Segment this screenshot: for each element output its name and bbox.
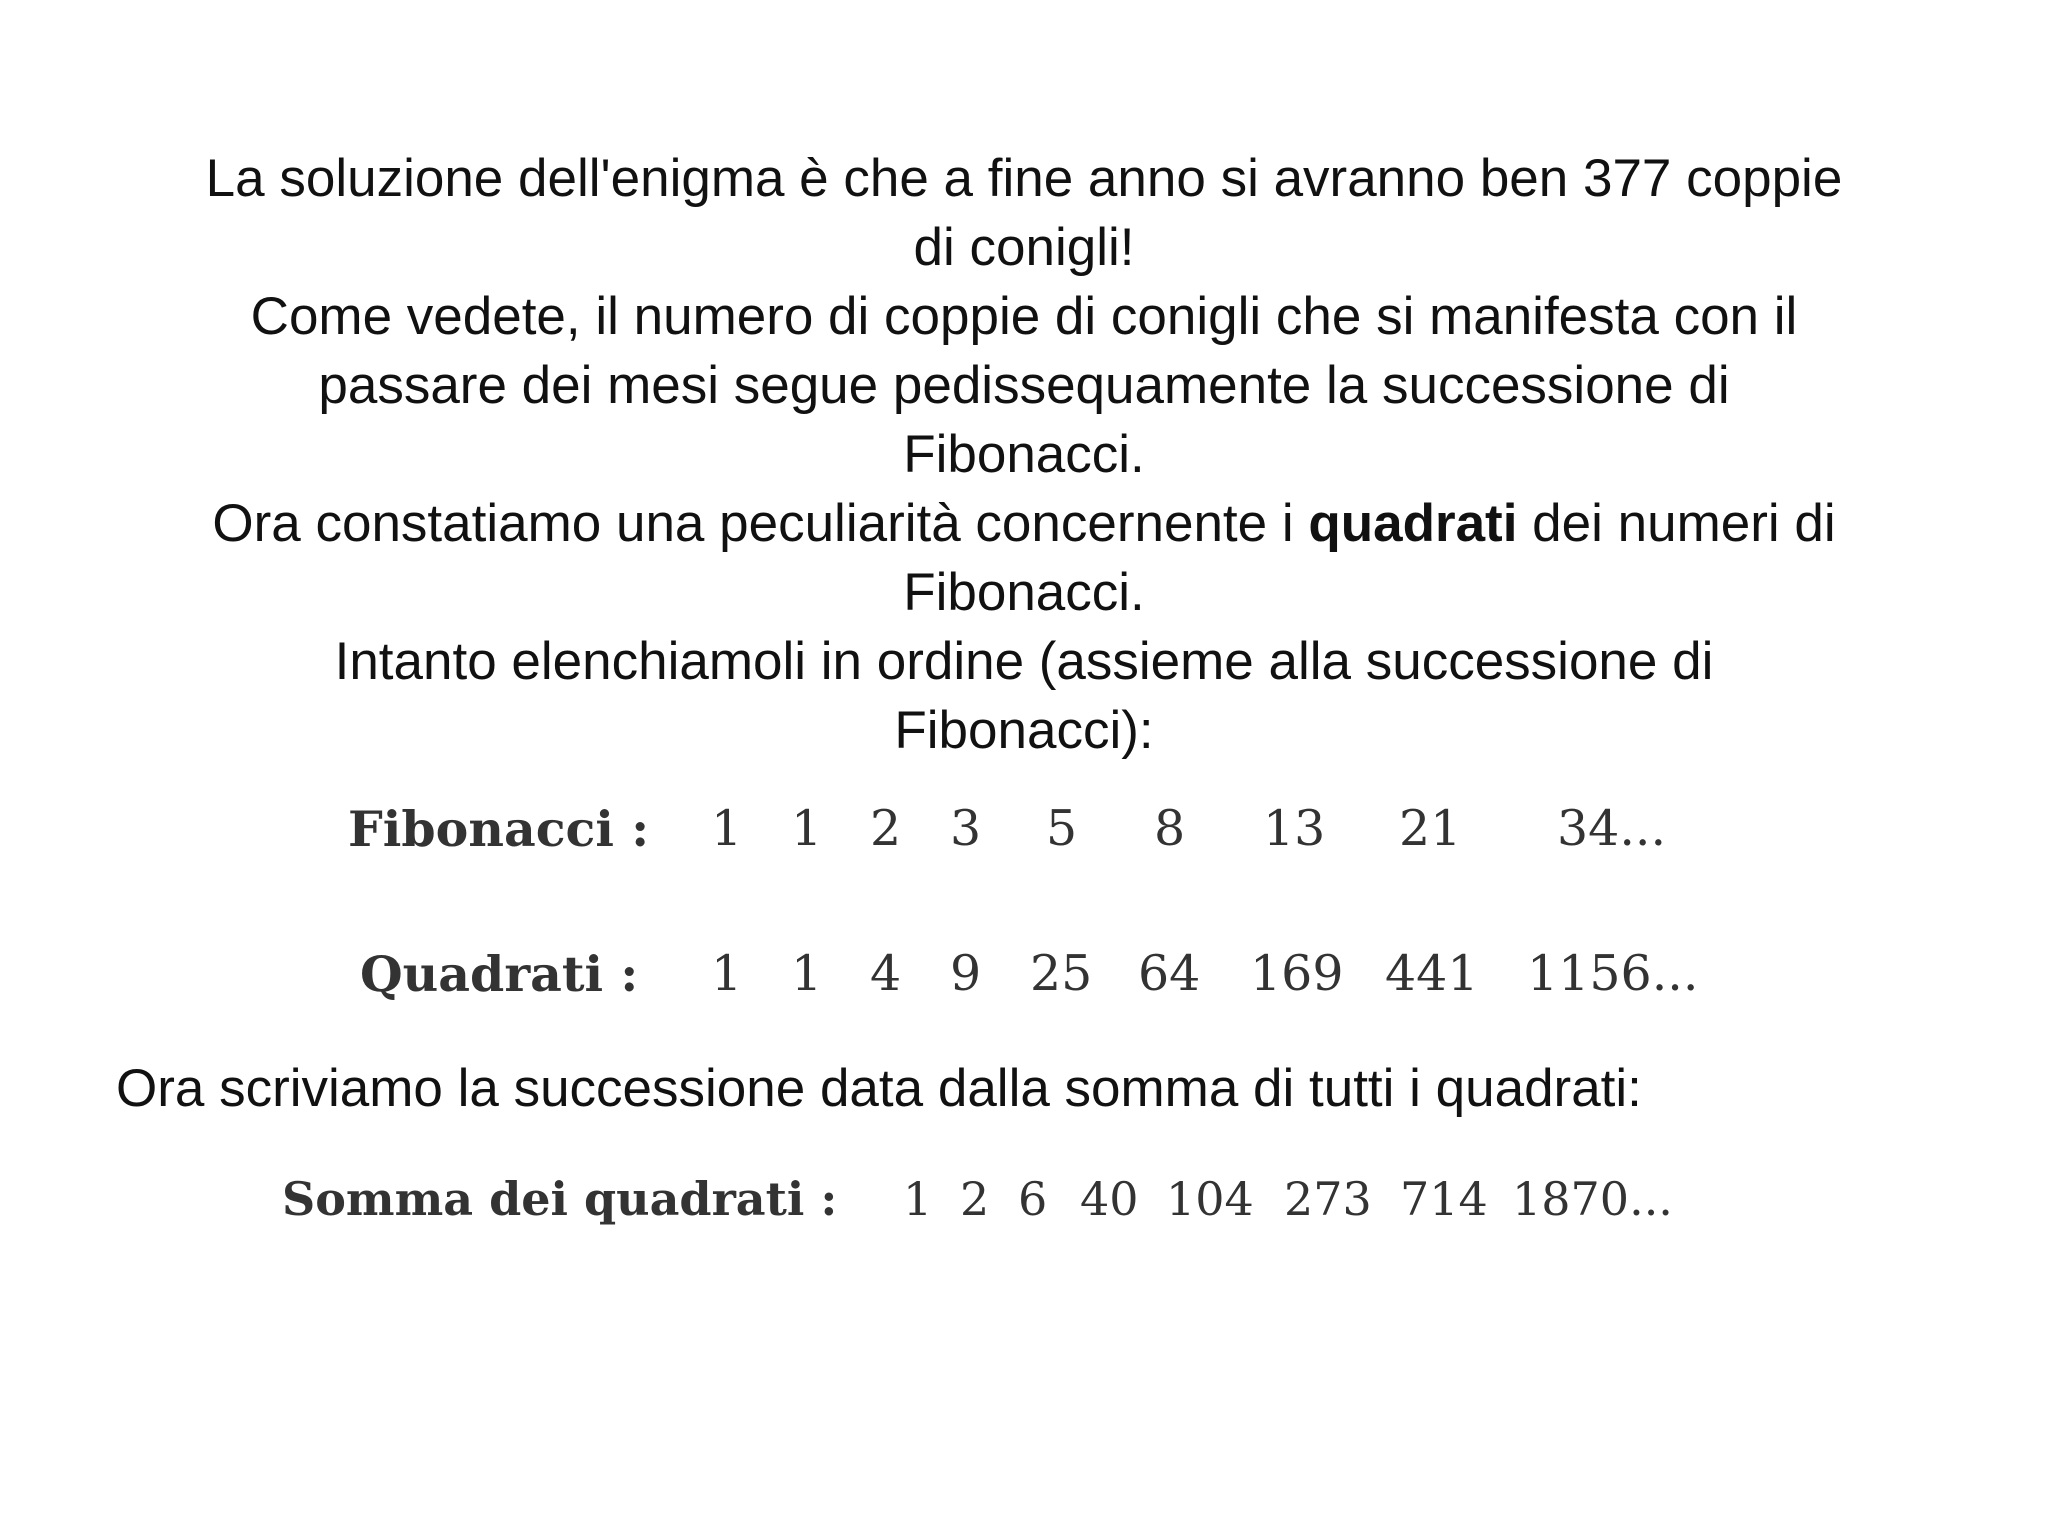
sum-intro-text: Ora scriviamo la successione data dalla somma di tutti i quadrati: xyxy=(116,1059,1642,1118)
intro-paragraph-3-end: dei numeri di Fibonacci. xyxy=(903,494,1836,622)
somma-value: 104 xyxy=(1166,1172,1254,1226)
quadrati-value: 441 xyxy=(1385,945,1479,1002)
quadrati-value: 1 xyxy=(791,945,823,1002)
intro-paragraph-1: La soluzione dell'enigma è che a fine anno si avranno ben 377 coppie di conigli! xyxy=(205,149,1843,277)
fibonacci-value: 5 xyxy=(1046,800,1078,857)
intro-paragraph-3 xyxy=(200,489,1848,627)
fibonacci-value: 34... xyxy=(1557,800,1667,857)
quadrati-value: 25 xyxy=(1030,945,1093,1002)
intro-text xyxy=(200,144,1848,765)
quadrati-value: 1 xyxy=(711,945,743,1002)
fibonacci-label: Fibonacci : xyxy=(348,800,650,858)
somma-value: 6 xyxy=(1018,1172,1048,1226)
somma-row xyxy=(0,1172,2048,1232)
fibonacci-value: 21 xyxy=(1399,800,1462,857)
fibonacci-value: 1 xyxy=(791,800,823,857)
quadrati-value: 9 xyxy=(950,945,982,1002)
fibonacci-value: 2 xyxy=(870,800,902,857)
quadrati-label: Quadrati : xyxy=(360,945,639,1003)
quadrati-emphasis: quadrati xyxy=(1308,494,1518,553)
intro-paragraph-2: Come vedete, il numero di coppie di conigli che si manifesta con il passare dei mesi segue pedissequamente la successione di Fibonacci. xyxy=(250,287,1798,484)
somma-value: 714 xyxy=(1400,1172,1488,1226)
fibonacci-value: 13 xyxy=(1263,800,1326,857)
somma-label: Somma dei quadrati : xyxy=(282,1172,838,1226)
intro-paragraph-3-start: Ora constatiamo una peculiarità concernente i xyxy=(212,494,1309,553)
fibonacci-value: 8 xyxy=(1154,800,1186,857)
intro-paragraph-4: Intanto elenchiamoli in ordine (assieme alla successione di Fibonacci): xyxy=(334,632,1714,760)
somma-value: 2 xyxy=(960,1172,990,1226)
fibonacci-row xyxy=(0,800,2048,860)
quadrati-row xyxy=(0,945,2048,1005)
fibonacci-value: 3 xyxy=(950,800,982,857)
quadrati-value: 1156... xyxy=(1527,945,1699,1002)
quadrati-value: 169 xyxy=(1250,945,1344,1002)
somma-value: 1870... xyxy=(1512,1172,1673,1226)
quadrati-value: 4 xyxy=(870,945,902,1002)
somma-value: 1 xyxy=(903,1172,933,1226)
somma-value: 273 xyxy=(1284,1172,1372,1226)
quadrati-value: 64 xyxy=(1138,945,1201,1002)
somma-value: 40 xyxy=(1080,1172,1139,1226)
fibonacci-value: 1 xyxy=(711,800,743,857)
